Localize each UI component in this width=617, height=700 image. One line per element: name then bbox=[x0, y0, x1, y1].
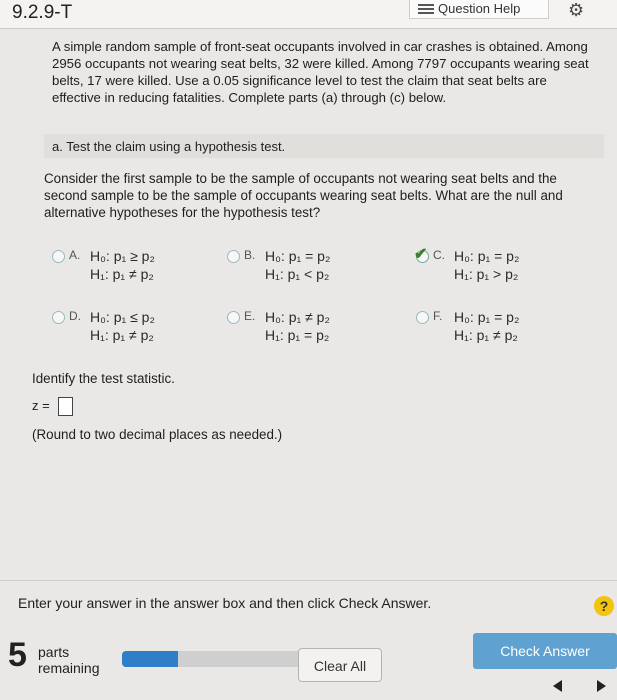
alternative-hypothesis: H₁: p₁ ≠ p₂ bbox=[90, 266, 154, 282]
list-icon bbox=[418, 4, 434, 15]
null-hypothesis: H₀: p₁ ≤ p₂ bbox=[90, 309, 155, 325]
problem-id: 9.2.9-T bbox=[12, 2, 73, 23]
null-hypothesis: H₀: p₁ ≠ p₂ bbox=[265, 309, 330, 325]
radio-button[interactable] bbox=[227, 311, 240, 324]
radio-button[interactable] bbox=[227, 250, 240, 263]
alternative-hypothesis: H₁: p₁ < p₂ bbox=[265, 266, 330, 282]
clear-all-button[interactable]: Clear All bbox=[298, 648, 382, 682]
alternative-hypothesis: H₁: p₁ > p₂ bbox=[454, 266, 519, 282]
null-hypothesis: H₀: p₁ = p₂ bbox=[454, 248, 520, 264]
question-help-button[interactable] bbox=[409, 0, 549, 19]
identify-prompt: Identify the test statistic. bbox=[32, 371, 175, 386]
checkmark-icon: ✔ bbox=[414, 246, 428, 263]
alternative-hypothesis: H₁: p₁ ≠ p₂ bbox=[90, 327, 154, 343]
help-button[interactable]: ? bbox=[594, 596, 614, 616]
instructions-text: Enter your answer in the answer box and then click Check Answer. bbox=[18, 595, 432, 611]
radio-button[interactable] bbox=[52, 311, 65, 324]
previous-arrow-icon[interactable] bbox=[553, 680, 562, 692]
choice-letter: E. bbox=[244, 309, 256, 323]
alternative-hypothesis: H₁: p₁ ≠ p₂ bbox=[454, 327, 518, 343]
parts-line1: parts bbox=[38, 644, 70, 660]
parts-line2: remaining bbox=[38, 660, 100, 676]
choice-letter: A. bbox=[69, 248, 81, 262]
problem-statement: A simple random sample of front-seat occupants involved in car crashes is obtained. Among 2956 occupants not wearing seat belts, 32 were killed. Among 7797 occupants wearing seat belts, 17 were killed. Use a 0.05 significance level to test the claim that seat belts are effective in reducing fatalities. Complete parts (a) through (c) below. bbox=[52, 39, 589, 105]
part-a-question: Consider the first sample to be the sample of occupants not wearing seat belts and the second sample to be the sample of occupants wearing seat belts. What are the null and alternative hypotheses for the hypothesis test? bbox=[44, 171, 563, 220]
choice-letter: B. bbox=[244, 248, 256, 262]
choice-letter: C. bbox=[433, 248, 445, 262]
z-answer-input[interactable] bbox=[58, 397, 73, 416]
choice-letter: F. bbox=[433, 309, 443, 323]
z-label: z = bbox=[32, 398, 50, 413]
progress-bar bbox=[122, 651, 310, 667]
question-help-label: Question Help bbox=[438, 1, 521, 16]
null-hypothesis: H₀: p₁ = p₂ bbox=[265, 248, 331, 264]
next-arrow-icon[interactable] bbox=[597, 680, 606, 692]
parts-remaining-label bbox=[38, 644, 99, 676]
gear-icon[interactable]: ⚙ bbox=[568, 0, 585, 20]
top-bar bbox=[0, 0, 617, 29]
null-hypothesis: H₀: p₁ = p₂ bbox=[454, 309, 520, 325]
radio-button[interactable] bbox=[52, 250, 65, 263]
check-answer-button[interactable]: Check Answer bbox=[473, 633, 617, 669]
parts-count: 5 bbox=[8, 636, 27, 674]
progress-fill bbox=[122, 651, 178, 667]
choice-letter: D. bbox=[69, 309, 81, 323]
radio-button[interactable] bbox=[416, 311, 429, 324]
alternative-hypothesis: H₁: p₁ = p₂ bbox=[265, 327, 330, 343]
part-a-label: a. Test the claim using a hypothesis test. bbox=[52, 139, 286, 154]
rounding-note: (Round to two decimal places as needed.) bbox=[32, 427, 283, 442]
divider bbox=[0, 580, 617, 581]
null-hypothesis: H₀: p₁ ≥ p₂ bbox=[90, 248, 155, 264]
